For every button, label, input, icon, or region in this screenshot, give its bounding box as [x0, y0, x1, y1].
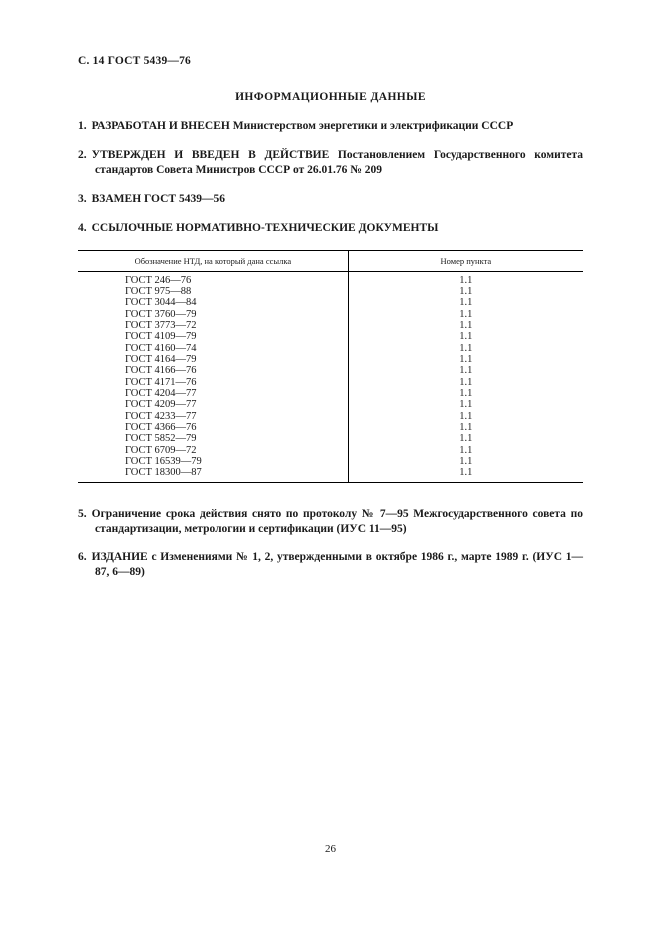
punkt-cell: 1.1 — [459, 308, 473, 320]
punkt-cell: 1.1 — [459, 467, 473, 479]
punkt-cell: 1.1 — [459, 421, 473, 433]
ntd-cell: ГОСТ 975—88 — [78, 286, 348, 297]
table-header — [78, 250, 583, 271]
table-row — [78, 422, 583, 433]
table-row — [78, 331, 583, 342]
item-text: ВЗАМЕН ГОСТ 5439—56 — [91, 192, 225, 205]
item-text: УТВЕРЖДЕН И ВВЕДЕН В ДЕЙСТВИЕ Постановлением Государственного комитета стандартов Совета Министров СССР от 26.01.76 № 209 — [91, 148, 583, 176]
page-number: 26 — [325, 843, 336, 855]
ntd-cell: ГОСТ 4233—77 — [78, 411, 348, 422]
column-header-punkt: Номер пункта — [348, 250, 583, 271]
table-row — [78, 467, 583, 482]
table-row — [78, 354, 583, 365]
punkt-cell: 1.1 — [459, 455, 473, 467]
punkt-cell: 1.1 — [459, 286, 473, 298]
document-header: С. 14 ГОСТ 5439—76 — [78, 55, 191, 67]
punkt-cell: 1.1 — [459, 365, 473, 377]
table-row — [78, 445, 583, 456]
numbered-item-5 — [78, 507, 583, 537]
table-row — [78, 271, 583, 286]
item-number: 3. — [78, 192, 87, 205]
ntd-cell: ГОСТ 4160—74 — [78, 343, 348, 354]
ntd-cell: ГОСТ 4164—79 — [78, 354, 348, 365]
numbered-item-6 — [78, 550, 583, 580]
numbered-item-2 — [78, 148, 583, 178]
ntd-cell: ГОСТ 4209—77 — [78, 399, 348, 410]
punkt-cell: 1.1 — [459, 342, 473, 354]
item-number: 6. — [78, 551, 87, 564]
table-row — [78, 309, 583, 320]
punkt-cell: 1.1 — [459, 353, 473, 365]
ntd-cell: ГОСТ 246—76 — [78, 271, 348, 286]
table-row — [78, 377, 583, 388]
ntd-cell: ГОСТ 3760—79 — [78, 309, 348, 320]
ntd-cell: ГОСТ 4109—79 — [78, 331, 348, 342]
table-row — [78, 399, 583, 410]
ntd-cell: ГОСТ 6709—72 — [78, 445, 348, 456]
table-row — [78, 365, 583, 376]
punkt-cell: 1.1 — [459, 410, 473, 422]
table-header-row — [78, 250, 583, 271]
punkt-cell: 1.1 — [459, 399, 473, 411]
ntd-cell: ГОСТ 3773—72 — [78, 320, 348, 331]
ntd-cell: ГОСТ 4171—76 — [78, 377, 348, 388]
ntd-cell: ГОСТ 4366—76 — [78, 422, 348, 433]
ntd-cell: ГОСТ 3044—84 — [78, 297, 348, 308]
table-row — [78, 411, 583, 422]
punkt-cell: 1.1 — [459, 444, 473, 456]
punkt-cell: 1.1 — [459, 320, 473, 331]
table-row — [78, 456, 583, 467]
ntd-table-body — [78, 271, 583, 482]
numbered-item-4 — [78, 221, 583, 236]
ntd-cell: ГОСТ 16539—79 — [78, 456, 348, 467]
page-content — [78, 55, 583, 594]
table-row — [78, 297, 583, 308]
table-row — [78, 286, 583, 297]
punkt-cell: 1.1 — [459, 331, 473, 343]
punkt-cell: 1.1 — [459, 387, 473, 399]
item-text: ССЫЛОЧНЫЕ НОРМАТИВНО-ТЕХНИЧЕСКИЕ ДОКУМЕНТЫ — [91, 221, 439, 234]
punkt-cell: 1.1 — [459, 376, 473, 388]
ntd-cell: ГОСТ 5852—79 — [78, 433, 348, 444]
item-number: 2. — [78, 148, 87, 161]
table-row — [78, 343, 583, 354]
ntd-cell: ГОСТ 4204—77 — [78, 388, 348, 399]
item-number: 4. — [78, 221, 87, 234]
reference-documents-table — [78, 250, 583, 483]
item-text: Ограничение срока действия снято по протоколу № 7—95 Межгосударственного совета по стандартизации, метрологии и сертификации (ИУС 11—95) — [91, 507, 583, 535]
punkt-cell: 1.1 — [459, 274, 473, 286]
punkt-cell: 1.1 — [459, 297, 473, 309]
page-title: ИНФОРМАЦИОННЫЕ ДАННЫЕ — [235, 91, 426, 103]
ntd-cell: ГОСТ 4166—76 — [78, 365, 348, 376]
item-number: 5. — [78, 507, 87, 520]
table-row — [78, 433, 583, 444]
numbered-item-3 — [78, 192, 583, 207]
item-text: РАЗРАБОТАН И ВНЕСЕН Министерством энергетики и электрификации СССР — [91, 120, 514, 132]
column-header-ntd: Обозначение НТД, на который дана ссылка — [78, 250, 348, 271]
item-number: 1. — [78, 120, 87, 132]
numbered-item-1 — [78, 119, 583, 134]
table-row — [78, 320, 583, 331]
punkt-cell: 1.1 — [459, 433, 473, 445]
item-text: ИЗДАНИЕ с Изменениями № 1, 2, утвержденными в октябре 1986 г., марте 1989 г. (ИУС 1—87, 6—89) — [91, 551, 583, 579]
table-row — [78, 388, 583, 399]
ntd-cell: ГОСТ 18300—87 — [78, 467, 348, 482]
